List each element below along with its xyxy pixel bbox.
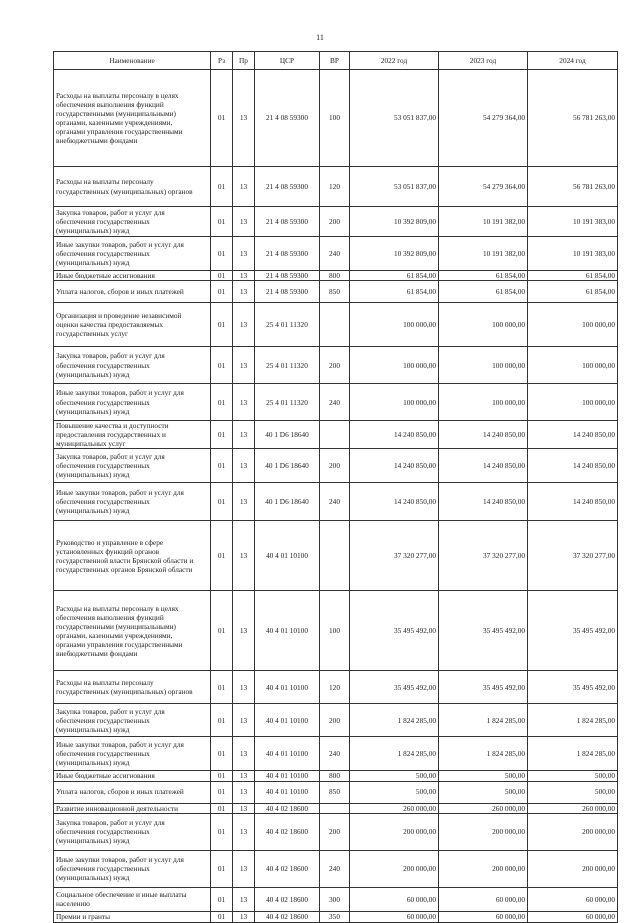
row-2022: 260 000,00 — [350, 803, 439, 813]
row-vr: 200 — [320, 813, 350, 850]
row-2023: 100 000,00 — [439, 384, 528, 421]
row-name: Расходы на выплаты персоналу в целях обеспечения выполнения функций государственными (муниципальными) органами, казенными учреждениями, органами управления государственными внебюджетными фондами — [54, 70, 211, 167]
table-row — [54, 483, 618, 521]
row-pr: 13 — [233, 237, 255, 271]
row-csr: 40 1 D6 18640 — [255, 483, 320, 521]
row-rz: 01 — [211, 167, 233, 207]
row-name: Иные бюджетные ассигнования — [54, 771, 211, 781]
row-pr: 13 — [233, 704, 255, 737]
row-2024: 1 824 285,00 — [528, 704, 618, 737]
row-csr: 40 4 02 18600 — [255, 911, 320, 922]
table-row — [54, 521, 618, 591]
table-row — [54, 281, 618, 303]
row-vr: 120 — [320, 671, 350, 704]
row-rz: 01 — [211, 70, 233, 167]
row-2022: 60 000,00 — [350, 887, 439, 911]
row-rz: 01 — [211, 887, 233, 911]
row-rz: 01 — [211, 803, 233, 813]
row-pr: 13 — [233, 771, 255, 781]
row-2023: 60 000,00 — [439, 887, 528, 911]
row-vr: 200 — [320, 449, 350, 483]
row-2024: 56 781 263,00 — [528, 167, 618, 207]
row-csr: 40 4 01 10100 — [255, 521, 320, 591]
row-pr: 13 — [233, 521, 255, 591]
row-2022: 37 320 277,00 — [350, 521, 439, 591]
row-2023: 35 495 492,00 — [439, 671, 528, 704]
row-2023: 260 000,00 — [439, 803, 528, 813]
row-vr: 240 — [320, 483, 350, 521]
row-name: Расходы на выплаты персоналу государственных (муниципальных) органов — [54, 671, 211, 704]
table-row — [54, 911, 618, 922]
row-csr: 40 4 02 18600 — [255, 850, 320, 887]
row-2023: 14 240 850,00 — [439, 449, 528, 483]
row-2024: 500,00 — [528, 771, 618, 781]
row-csr: 40 4 01 10100 — [255, 591, 320, 671]
row-2023: 10 191 382,00 — [439, 237, 528, 271]
row-vr: 800 — [320, 271, 350, 281]
row-pr: 13 — [233, 803, 255, 813]
row-2024: 200 000,00 — [528, 813, 618, 850]
table-row — [54, 850, 618, 887]
row-csr: 21 4 08 59300 — [255, 167, 320, 207]
col-header-2022: 2022 год — [350, 52, 439, 70]
table-row — [54, 384, 618, 421]
row-csr: 25 4 01 11320 — [255, 347, 320, 384]
row-csr: 40 4 02 18600 — [255, 887, 320, 911]
row-name: Иные закупки товаров, работ и услуг для обеспечения государственных (муниципальных) нужд — [54, 850, 211, 887]
row-2022: 100 000,00 — [350, 384, 439, 421]
row-2023: 1 824 285,00 — [439, 737, 528, 771]
col-header-rz: Рз — [211, 52, 233, 70]
row-pr: 13 — [233, 421, 255, 449]
row-2023: 200 000,00 — [439, 850, 528, 887]
row-2023: 61 854,00 — [439, 281, 528, 303]
row-csr: 40 1 D6 18640 — [255, 449, 320, 483]
row-pr: 13 — [233, 384, 255, 421]
row-2023: 10 191 382,00 — [439, 207, 528, 237]
row-name: Расходы на выплаты персоналу в целях обеспечения выполнения функций государственными (муниципальными) органами, казенными учреждениями, органами управления государственными внебюджетными фондами — [54, 591, 211, 671]
row-2024: 14 240 850,00 — [528, 449, 618, 483]
row-2022: 14 240 850,00 — [350, 483, 439, 521]
row-pr: 13 — [233, 591, 255, 671]
row-rz: 01 — [211, 207, 233, 237]
table-row — [54, 70, 618, 167]
row-2022: 14 240 850,00 — [350, 449, 439, 483]
row-2023: 100 000,00 — [439, 347, 528, 384]
row-2023: 1 824 285,00 — [439, 704, 528, 737]
row-rz: 01 — [211, 347, 233, 384]
row-pr: 13 — [233, 303, 255, 347]
row-2024: 100 000,00 — [528, 384, 618, 421]
row-2023: 60 000,00 — [439, 911, 528, 922]
row-vr: 850 — [320, 281, 350, 303]
row-rz: 01 — [211, 704, 233, 737]
row-2022: 60 000,00 — [350, 911, 439, 922]
row-pr: 13 — [233, 271, 255, 281]
col-header-2024: 2024 год — [528, 52, 618, 70]
table-row — [54, 887, 618, 911]
row-2024: 60 000,00 — [528, 911, 618, 922]
col-header-pr: Пр — [233, 52, 255, 70]
row-csr: 40 1 D6 18640 — [255, 421, 320, 449]
row-2024: 10 191 383,00 — [528, 237, 618, 271]
row-rz: 01 — [211, 237, 233, 271]
row-rz: 01 — [211, 303, 233, 347]
row-csr: 25 4 01 11320 — [255, 303, 320, 347]
table-row — [54, 591, 618, 671]
row-2022: 100 000,00 — [350, 303, 439, 347]
row-csr: 40 4 01 10100 — [255, 737, 320, 771]
row-csr: 21 4 08 59300 — [255, 70, 320, 167]
row-2022: 1 824 285,00 — [350, 737, 439, 771]
row-rz: 01 — [211, 771, 233, 781]
row-name: Расходы на выплаты персоналу государственных (муниципальных) органов — [54, 167, 211, 207]
table-row — [54, 421, 618, 449]
row-vr: 240 — [320, 384, 350, 421]
row-vr: 200 — [320, 207, 350, 237]
row-csr: 21 4 08 59300 — [255, 271, 320, 281]
row-rz: 01 — [211, 449, 233, 483]
row-vr: 200 — [320, 347, 350, 384]
col-header-name: Наименование — [54, 52, 211, 70]
row-2024: 56 781 263,00 — [528, 70, 618, 167]
row-2024: 14 240 850,00 — [528, 421, 618, 449]
row-2022: 61 854,00 — [350, 281, 439, 303]
row-rz: 01 — [211, 591, 233, 671]
row-name: Иные закупки товаров, работ и услуг для обеспечения государственных (муниципальных) нужд — [54, 737, 211, 771]
row-name: Развитие инновационной деятельности — [54, 803, 211, 813]
row-2024: 61 854,00 — [528, 281, 618, 303]
row-pr: 13 — [233, 671, 255, 704]
row-pr: 13 — [233, 850, 255, 887]
row-csr: 40 4 01 10100 — [255, 671, 320, 704]
row-2022: 1 824 285,00 — [350, 704, 439, 737]
row-2024: 37 320 277,00 — [528, 521, 618, 591]
table-row — [54, 781, 618, 803]
row-name: Иные закупки товаров, работ и услуг для обеспечения государственных (муниципальных) нужд — [54, 237, 211, 271]
row-vr: 240 — [320, 850, 350, 887]
row-2024: 61 854,00 — [528, 271, 618, 281]
row-vr: 240 — [320, 737, 350, 771]
row-name: Премии и гранты — [54, 911, 211, 922]
row-csr: 21 4 08 59300 — [255, 237, 320, 271]
row-2023: 14 240 850,00 — [439, 421, 528, 449]
row-vr — [320, 803, 350, 813]
row-name: Закупка товаров, работ и услуг для обеспечения государственных (муниципальных) нужд — [54, 449, 211, 483]
row-rz: 01 — [211, 281, 233, 303]
row-csr: 40 4 02 18600 — [255, 803, 320, 813]
row-rz: 01 — [211, 737, 233, 771]
row-rz: 01 — [211, 813, 233, 850]
table-row — [54, 671, 618, 704]
row-2023: 100 000,00 — [439, 303, 528, 347]
row-2024: 35 495 492,00 — [528, 591, 618, 671]
table-row — [54, 167, 618, 207]
row-2023: 54 279 364,00 — [439, 167, 528, 207]
row-2023: 14 240 850,00 — [439, 483, 528, 521]
row-pr: 13 — [233, 813, 255, 850]
row-rz: 01 — [211, 483, 233, 521]
row-2024: 35 495 492,00 — [528, 671, 618, 704]
row-2023: 61 854,00 — [439, 271, 528, 281]
row-name: Повышение качества и доступности предоставления государственных и муниципальных услуг — [54, 421, 211, 449]
row-name: Организация и проведение независимой оценки качества предоставляемых государственных услуг — [54, 303, 211, 347]
col-header-vr: ВР — [320, 52, 350, 70]
row-vr — [320, 303, 350, 347]
row-vr — [320, 521, 350, 591]
row-2022: 14 240 850,00 — [350, 421, 439, 449]
row-name: Руководство и управление в сфере установленных функций органов государственной власти Брянской области и государственных органов Брянской области — [54, 521, 211, 591]
row-2024: 500,00 — [528, 781, 618, 803]
table-row — [54, 271, 618, 281]
row-2024: 10 191 383,00 — [528, 207, 618, 237]
row-name: Иные бюджетные ассигнования — [54, 271, 211, 281]
row-csr: 40 4 01 10100 — [255, 771, 320, 781]
row-2024: 100 000,00 — [528, 347, 618, 384]
row-pr: 13 — [233, 781, 255, 803]
row-pr: 13 — [233, 70, 255, 167]
row-2022: 53 051 837,00 — [350, 167, 439, 207]
row-vr: 120 — [320, 167, 350, 207]
row-name: Иные закупки товаров, работ и услуг для обеспечения государственных (муниципальных) нужд — [54, 483, 211, 521]
row-csr: 40 4 02 18600 — [255, 813, 320, 850]
table-header-row — [54, 52, 618, 70]
row-csr: 40 4 01 10100 — [255, 781, 320, 803]
table-row — [54, 704, 618, 737]
table-row — [54, 207, 618, 237]
row-2022: 35 495 492,00 — [350, 671, 439, 704]
row-csr: 40 4 01 10100 — [255, 704, 320, 737]
row-name: Социальное обеспечение и иные выплаты населению — [54, 887, 211, 911]
table-row — [54, 737, 618, 771]
col-header-2023: 2023 год — [439, 52, 528, 70]
row-rz: 01 — [211, 271, 233, 281]
page-number: 11 — [316, 33, 324, 42]
budget-table — [53, 51, 618, 923]
row-2023: 37 320 277,00 — [439, 521, 528, 591]
row-pr: 13 — [233, 449, 255, 483]
row-2024: 1 824 285,00 — [528, 737, 618, 771]
row-2022: 100 000,00 — [350, 347, 439, 384]
row-2022: 10 392 809,00 — [350, 207, 439, 237]
row-vr: 300 — [320, 887, 350, 911]
row-csr: 21 4 08 59300 — [255, 281, 320, 303]
row-pr: 13 — [233, 207, 255, 237]
row-2022: 61 854,00 — [350, 271, 439, 281]
row-2024: 60 000,00 — [528, 887, 618, 911]
row-name: Закупка товаров, работ и услуг для обеспечения государственных (муниципальных) нужд — [54, 207, 211, 237]
row-2022: 500,00 — [350, 771, 439, 781]
row-2024: 260 000,00 — [528, 803, 618, 813]
row-2023: 54 279 364,00 — [439, 70, 528, 167]
row-pr: 13 — [233, 483, 255, 521]
row-2022: 10 392 809,00 — [350, 237, 439, 271]
row-rz: 01 — [211, 911, 233, 922]
table-row — [54, 237, 618, 271]
table-row — [54, 347, 618, 384]
row-pr: 13 — [233, 737, 255, 771]
row-pr: 13 — [233, 887, 255, 911]
row-rz: 01 — [211, 781, 233, 803]
row-csr: 25 4 01 11320 — [255, 384, 320, 421]
row-name: Уплата налогов, сборов и иных платежей — [54, 781, 211, 803]
row-pr: 13 — [233, 347, 255, 384]
col-header-csr: ЦСР — [255, 52, 320, 70]
row-2022: 500,00 — [350, 781, 439, 803]
row-csr: 21 4 08 59300 — [255, 207, 320, 237]
table-row — [54, 303, 618, 347]
row-2022: 200 000,00 — [350, 850, 439, 887]
row-2022: 53 051 837,00 — [350, 70, 439, 167]
row-2024: 200 000,00 — [528, 850, 618, 887]
row-rz: 01 — [211, 850, 233, 887]
row-vr: 100 — [320, 70, 350, 167]
row-rz: 01 — [211, 384, 233, 421]
row-vr — [320, 421, 350, 449]
row-rz: 01 — [211, 671, 233, 704]
row-vr: 240 — [320, 237, 350, 271]
row-2022: 200 000,00 — [350, 813, 439, 850]
row-rz: 01 — [211, 521, 233, 591]
row-2023: 500,00 — [439, 771, 528, 781]
row-rz: 01 — [211, 421, 233, 449]
row-2022: 35 495 492,00 — [350, 591, 439, 671]
row-pr: 13 — [233, 167, 255, 207]
table-row — [54, 449, 618, 483]
table-row — [54, 771, 618, 781]
row-name: Закупка товаров, работ и услуг для обеспечения государственных (муниципальных) нужд — [54, 813, 211, 850]
row-2024: 14 240 850,00 — [528, 483, 618, 521]
row-name: Закупка товаров, работ и услуг для обеспечения государственных (муниципальных) нужд — [54, 347, 211, 384]
row-vr: 350 — [320, 911, 350, 922]
row-name: Иные закупки товаров, работ и услуг для обеспечения государственных (муниципальных) нужд — [54, 384, 211, 421]
row-2023: 35 495 492,00 — [439, 591, 528, 671]
row-vr: 800 — [320, 771, 350, 781]
row-vr: 200 — [320, 704, 350, 737]
row-name: Уплата налогов, сборов и иных платежей — [54, 281, 211, 303]
row-2024: 100 000,00 — [528, 303, 618, 347]
row-2023: 200 000,00 — [439, 813, 528, 850]
row-2023: 500,00 — [439, 781, 528, 803]
row-pr: 13 — [233, 281, 255, 303]
table-row — [54, 803, 618, 813]
table-row — [54, 813, 618, 850]
row-pr: 13 — [233, 911, 255, 922]
row-vr: 100 — [320, 591, 350, 671]
row-vr: 850 — [320, 781, 350, 803]
row-name: Закупка товаров, работ и услуг для обеспечения государственных (муниципальных) нужд — [54, 704, 211, 737]
